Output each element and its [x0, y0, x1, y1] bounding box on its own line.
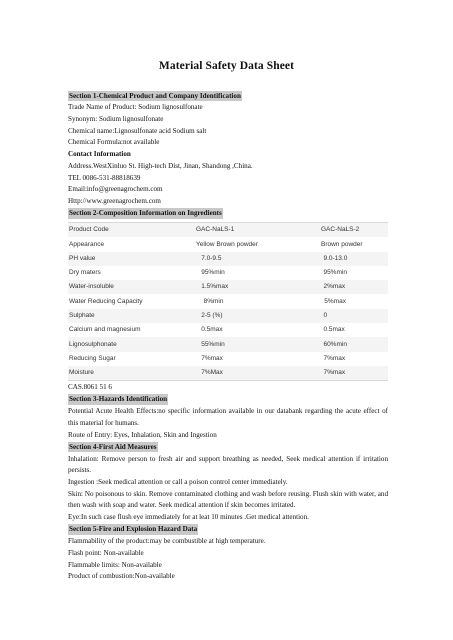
section-3-heading: Section 3-Hazards Identification — [69, 395, 168, 404]
flammability-line: Flammability of the product:may be combustible at high temperature. — [68, 537, 266, 546]
website-line: Http://www.greenagrochem.com — [68, 196, 161, 205]
section-4 — [68, 441, 388, 524]
table-cell: Appearance — [69, 240, 105, 248]
table-cell: GAC-NaLS-1 — [196, 226, 235, 234]
table-cell: 0.5max — [201, 326, 223, 334]
table-row — [68, 323, 388, 337]
table-row — [68, 237, 388, 251]
table-cell: 55%min — [201, 340, 225, 348]
table-row — [68, 366, 388, 380]
table-cell: 5%max — [324, 297, 346, 305]
section-4-heading: Section 4-First Aid Measures — [69, 442, 157, 451]
document-title: Material Safety Data Sheet — [158, 60, 295, 72]
section-1-heading: Section 1-Chemical Product and Company Identification — [69, 91, 241, 100]
trade-name-line: Trade Name of Product: Sodium lignosulfonate — [68, 103, 203, 112]
acute-health-effects: Potential Acute Health Effects:no specific information available in our databank regarding the acute effect of this material for humans. — [68, 407, 388, 427]
table-row — [68, 337, 388, 351]
table-cell: Lignosulphonate — [69, 340, 117, 348]
table-cell: Sulphate — [69, 312, 95, 319]
table-cell: 2-5 (%) — [201, 312, 223, 319]
document-content — [68, 90, 388, 583]
table-cell: 7%Max — [201, 369, 223, 377]
table-cell: Water Reducing Capacity — [69, 297, 143, 305]
chemical-name-line: Chemical name:Lignosulfonate acid Sodium salt — [68, 126, 207, 135]
table-cell: 7%max — [323, 369, 346, 377]
table-cell: 0 — [323, 312, 328, 319]
table-cell: Water-insoluble — [69, 283, 114, 291]
table-cell: 1.5%max — [201, 283, 229, 291]
composition-table — [68, 222, 388, 381]
section-3 — [68, 394, 388, 441]
skin-measure: Skin: No poisonous to skin. Remove contaminated clothing and wash before reusing. Flush skin with water, and then wash with soap and water. Seek medical attention if skin becomes irritated. — [68, 489, 388, 510]
route-of-entry: Route of Entry: Eyes, Inhalation, Skin and Ingestion — [68, 430, 217, 439]
table-cell: Reducing Sugar — [69, 354, 116, 362]
address-line: Address.WestXinluo St. High-tech Dist, Jinan, Shandong ,China. — [68, 161, 253, 170]
tel-line: TEL 0086-531-88818639 — [68, 173, 141, 182]
table-cell: 95%min — [201, 269, 225, 277]
table-cell: Brown powder — [321, 240, 363, 248]
cas-number: CAS.8061 51 6 — [68, 383, 112, 392]
table-cell: 0.5max — [323, 326, 345, 334]
table-cell: Product Code — [69, 226, 109, 234]
table-row — [68, 280, 388, 294]
table-row — [68, 266, 388, 280]
chemical-formula-line: Chemical Formula:not available — [68, 138, 160, 147]
inhalation-measure: Inhalation: Remove person to fresh air and support breathing as needed, Seek medical attention if irritation persists. — [68, 454, 388, 475]
flash-point-line: Flash point: Non-available — [68, 548, 144, 557]
table-cell: 9.0-13.0 — [323, 254, 348, 262]
table-row — [68, 352, 388, 366]
table-row — [68, 223, 388, 237]
eye-measure: Eye:In such case flush eye immediately for at leat 10 minutes .Get medical attention. — [68, 513, 309, 522]
table-cell: 8%min — [203, 297, 224, 305]
section-2 — [68, 208, 388, 394]
contact-heading: Contact Information — [68, 150, 131, 159]
table-cell: PH value — [69, 254, 96, 262]
table-cell: 7.0-9.5 — [201, 254, 222, 262]
table-row — [68, 309, 388, 323]
table-cell: 7%max — [323, 354, 346, 362]
table-cell: 7%max — [201, 354, 223, 362]
table-cell: Moisture — [69, 369, 94, 377]
table-cell: Dry maters — [69, 269, 101, 277]
table-cell: 95%min — [323, 269, 347, 277]
table-cell: 2%max — [323, 283, 346, 291]
table-cell: GAC-NaLS-2 — [321, 226, 360, 234]
table-row — [68, 252, 388, 266]
section-1 — [68, 90, 388, 208]
section-2-heading: Section 2-Composition Information on Ingredients — [69, 209, 222, 218]
ingestion-measure: Ingestion :Seek medical attention or call a poison control center immediately. — [68, 478, 288, 486]
flammable-limits-line: Flammable limits: Non-available — [68, 560, 162, 569]
table-cell: Calcium and magnesium — [69, 326, 141, 334]
table-cell: Yellow Brown powder — [196, 240, 258, 248]
synonym-line: Synonym: Sodium lignosulfonate — [68, 115, 164, 123]
email-line: Email:info@greenagrochem.com — [68, 185, 163, 194]
combustion-product-line: Product of combustion:Non-available — [68, 572, 175, 581]
table-cell: 60%min — [323, 340, 347, 348]
section-5 — [68, 524, 388, 583]
section-5-heading: Section 5-Fire and Explosion Hazard Data — [69, 525, 198, 534]
table-row — [68, 294, 388, 308]
